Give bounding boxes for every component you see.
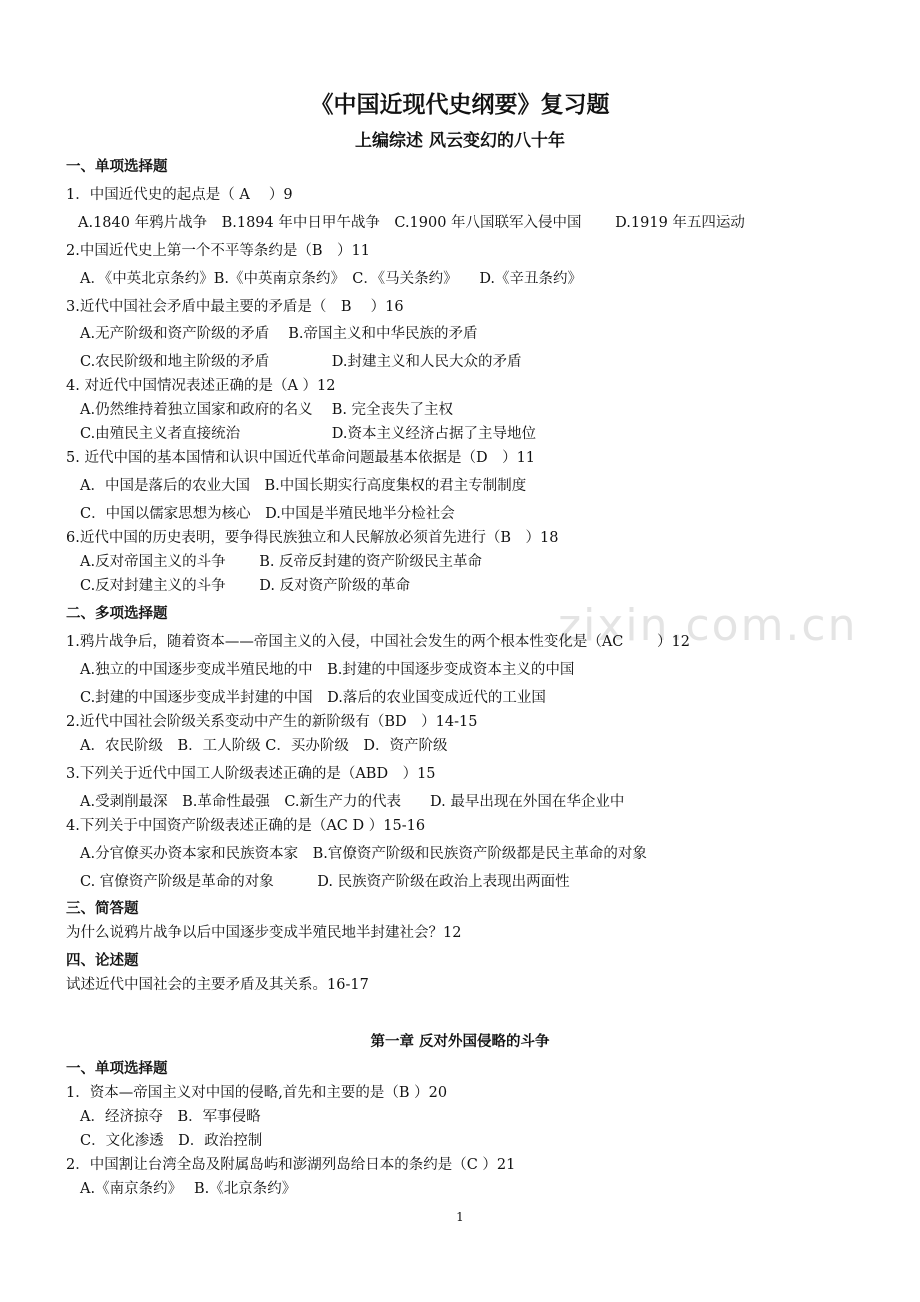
page-number: 1 (456, 1210, 464, 1224)
question-text: 3.下列关于近代中国工人阶级表述正确的是（ABD ）15 (66, 766, 436, 782)
section-heading-single-choice: 一、单项选择题 (66, 1061, 168, 1077)
section-heading-essay: 四、论述题 (66, 953, 139, 969)
section-heading-single-choice: 一、单项选择题 (66, 159, 168, 175)
question-options: A．农民阶级 B．工人阶级 C．买办阶级 D．资产阶级 (80, 738, 448, 754)
question-options: C.反对封建主义的斗争 D. 反对资产阶级的革命 (80, 578, 411, 594)
question-options: A．《中英北京条约》B.《中英南京条约》 C．《马关条约》 D.《辛丑条约》 (80, 271, 583, 287)
question-text: 4.下列关于中国资产阶级表述正确的是（AC D ）15-16 (66, 818, 426, 834)
section-heading-multiple-choice: 二、多项选择题 (66, 606, 168, 622)
question-options: C. 官僚资产阶级是革命的对象 D. 民族资产阶级在政治上表现出两面性 (80, 874, 570, 890)
section-heading-short-answer: 三、简答题 (66, 901, 139, 917)
question-text: 2．中国割让台湾全岛及附属岛屿和澎湖列岛给日本的条约是（C ）21 (66, 1157, 516, 1173)
question-options: C.由殖民主义者直接统治 D.资本主义经济占据了主导地位 (80, 426, 537, 442)
question-text: 1.鸦片战争后，随着资本——帝国主义的入侵，中国社会发生的两个根本性变化是（AC ）12 (66, 634, 690, 650)
question-options: A.独立的中国逐步变成半殖民地的中 B.封建的中国逐步变成资本主义的中国 (80, 662, 575, 678)
question-text: 为什么说鸦片战争以后中国逐步变成半殖民地半封建社会？12 (66, 925, 462, 941)
question-text: 试述近代中国社会的主要矛盾及其关系。16-17 (66, 977, 369, 993)
question-options: A.分官僚买办资本家和民族资本家 B.官僚资产阶级和民族资产阶级都是民主革命的对象 (80, 846, 647, 862)
question-options: A.无产阶级和资产阶级的矛盾 B.帝国主义和中华民族的矛盾 (80, 326, 478, 342)
question-text: 4. 对近代中国情况表述正确的是（A ）12 (66, 378, 336, 394)
question-options: C.封建的中国逐步变成半封建的中国 D.落后的农业国变成近代的工业国 (80, 690, 546, 706)
question-text: 1．资本—帝国主义对中国的侵略,首先和主要的是（B ）20 (66, 1085, 448, 1101)
question-options: C.农民阶级和地主阶级的矛盾 D.封建主义和人民大众的矛盾 (80, 354, 522, 370)
question-text: 2.近代中国社会阶级关系变动中产生的新阶级有（BD ）14-15 (66, 714, 478, 730)
question-options: C．文化渗透 D．政治控制 (80, 1133, 263, 1149)
question-options: A.反对帝国主义的斗争 B. 反帝反封建的资产阶级民主革命 (80, 554, 483, 570)
question-options: A．中国是落后的农业大国 B.中国长期实行高度集权的君主专制制度 (80, 478, 527, 494)
question-options: A.《南京条约》 B.《北京条约》 (80, 1181, 297, 1197)
question-text: 3.近代中国社会矛盾中最主要的矛盾是（ B ）16 (66, 299, 404, 315)
question-options: A.仍然维持着独立国家和政府的名义 B. 完全丧失了主权 (80, 402, 454, 418)
document-title: 《中国近现代史纲要》复习题 (310, 92, 610, 118)
watermark: zixin.com.cn (558, 600, 858, 651)
question-text: 6.近代中国的历史表明，要争得民族独立和人民解放必须首先进行（B ）18 (66, 530, 559, 546)
question-options: A．经济掠夺 B．军事侵略 (80, 1109, 261, 1125)
question-options: A.受剥削最深 B.革命性最强 C.新生产力的代表 D. 最早出现在外国在华企业中 (80, 794, 625, 810)
question-options: A.1840 年鸦片战争 B.1894 年中日甲午战争 C.1900 年八国联军入侵中国 D.1919 年五四运动 (78, 215, 745, 231)
chapter-title: 第一章 反对外国侵略的斗争 (370, 1034, 550, 1050)
document-subtitle: 上编综述 风云变幻的八十年 (355, 131, 565, 151)
question-text: 2.中国近代史上第一个不平等条约是（B ）11 (66, 243, 370, 259)
question-text: 5. 近代中国的基本国情和认识中国近代革命问题最基本依据是（D ）11 (66, 450, 536, 466)
question-options: C．中国以儒家思想为核心 D.中国是半殖民地半分检社会 (80, 506, 455, 522)
question-text: 1．中国近代史的起点是（ A ）9 (66, 187, 293, 203)
